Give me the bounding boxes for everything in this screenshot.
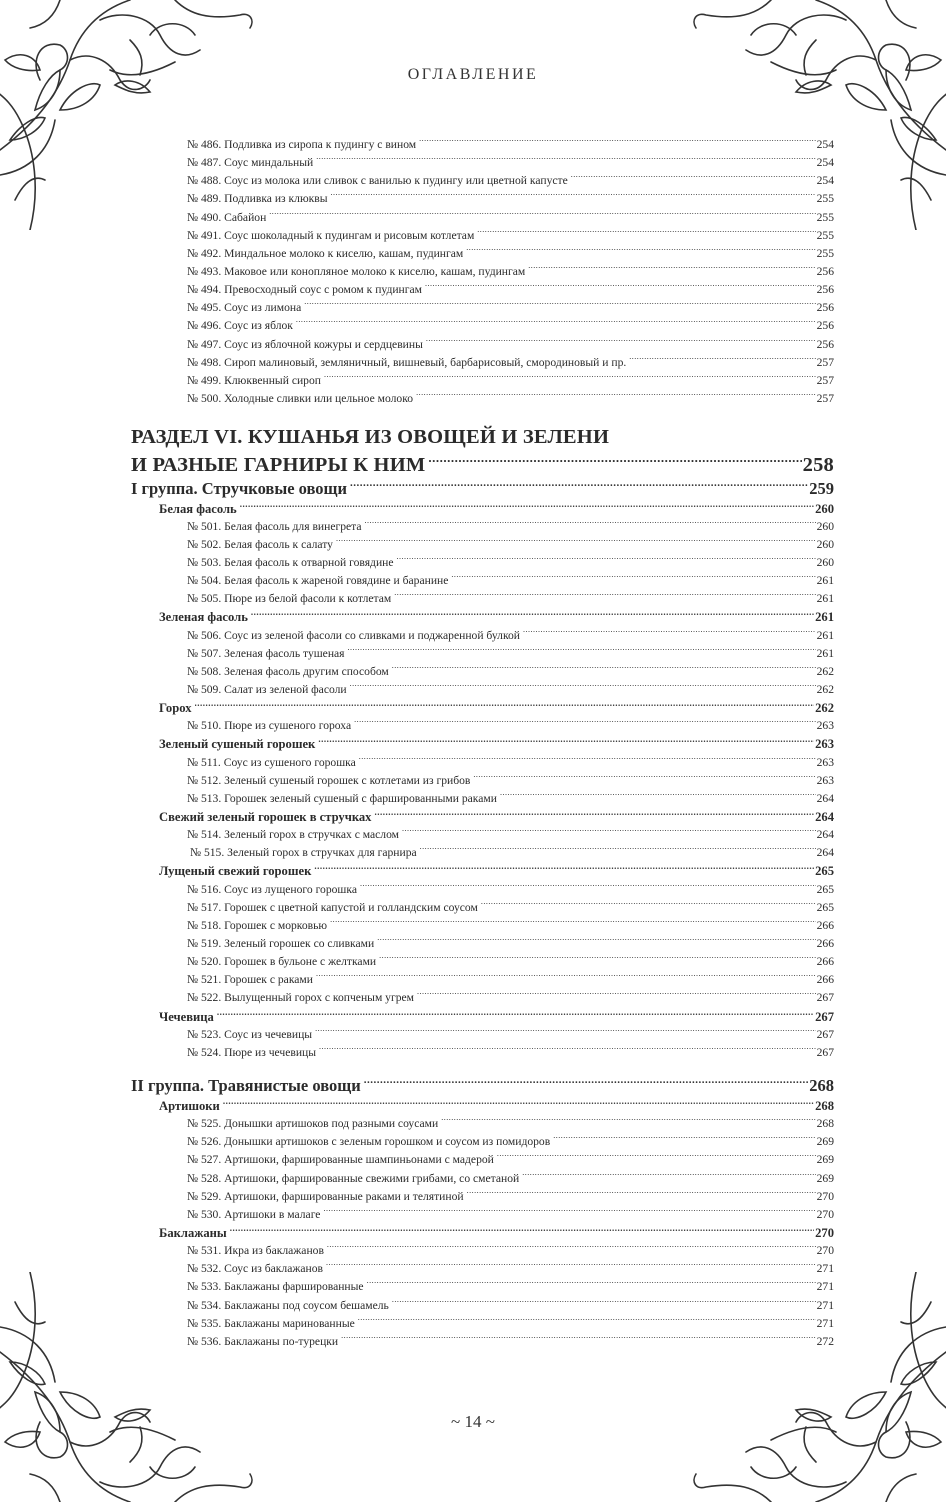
toc-recipe-entry[interactable] — [187, 1297, 834, 1315]
toc-recipe-entry-page: 257 — [816, 373, 834, 387]
toc-recipe-entry[interactable] — [187, 518, 834, 536]
toc-recipe-entry[interactable] — [187, 754, 834, 772]
toc-subsection-entry[interactable] — [159, 1097, 834, 1115]
toc-recipe-entry-page: 255 — [816, 246, 834, 260]
toc-subsection-entry-title: Зеленый сушеный горошек — [159, 737, 316, 752]
section-heading-line2: И РАЗНЫЕ ГАРНИРЫ К НИМ — [131, 453, 426, 476]
toc-recipe-entry-page: 266 — [816, 955, 834, 969]
toc-recipe-entry-title: № 497. Соус из яблочной кожуры и сердцевины — [187, 337, 423, 351]
toc-recipe-entry-page: 263 — [816, 773, 834, 787]
dot-leader — [379, 954, 816, 966]
toc-group-entry[interactable] — [131, 478, 834, 500]
toc-subsection-entry-title: Баклажаны — [159, 1225, 227, 1240]
toc-recipe-entry-title: № 525. Донышки артишоков под разными соусами — [187, 1117, 439, 1131]
toc-recipe-entry[interactable] — [187, 572, 834, 590]
dot-leader — [364, 1075, 809, 1092]
toc-recipe-entry-title: № 531. Икра из баклажанов — [187, 1244, 324, 1258]
dot-leader — [341, 1333, 815, 1345]
toc-recipe-entry-page: 271 — [816, 1316, 834, 1330]
toc-subsection-entry-page: 261 — [815, 610, 834, 625]
toc-subsection-entry-page: 265 — [815, 864, 834, 879]
toc-recipe-entry-title: № 501. Белая фасоль для винегрета — [187, 519, 362, 533]
toc-recipe-entry-title: № 522. Вылущенный горох с копченым угрем — [187, 991, 415, 1005]
dot-leader — [327, 1243, 816, 1255]
toc-subsection-entry-page: 270 — [815, 1225, 834, 1240]
toc-recipe-entry-title: № 499. Клюквенный сироп — [187, 373, 321, 387]
toc-recipe-entry[interactable] — [187, 989, 834, 1007]
toc-recipe-entry[interactable] — [187, 190, 834, 208]
dot-leader — [553, 1134, 815, 1146]
toc-recipe-entry-page: 261 — [816, 592, 834, 606]
toc-recipe-entry-title: № 516. Соус из лущеного горошка — [187, 882, 357, 896]
toc-recipe-entry-page: 261 — [816, 574, 834, 588]
toc-recipe-entry[interactable] — [187, 1260, 834, 1278]
toc-recipe-entry-page: 254 — [816, 138, 834, 151]
dot-leader — [354, 718, 816, 730]
toc-recipe-entry-page: 267 — [816, 1027, 834, 1041]
toc-recipe-entry[interactable] — [187, 336, 834, 354]
toc-recipe-entry[interactable] — [187, 227, 834, 245]
toc-recipe-entry[interactable] — [187, 1315, 834, 1333]
toc-recipe-entry-title: № 500. Холодные сливки или цельное молоко — [187, 391, 414, 405]
toc-recipe-entry-page: 271 — [816, 1280, 834, 1294]
dot-leader — [377, 935, 815, 947]
toc-recipe-entry[interactable] — [187, 1188, 834, 1206]
toc-subsection-entry-title: Свежий зеленый горошек в стручках — [159, 810, 372, 824]
toc-recipe-entry-title: № 526. Донышки артишоков с зеленым горошком и соусом из помидоров — [187, 1135, 551, 1149]
toc-recipe-entry[interactable] — [187, 1333, 834, 1351]
toc-recipe-entry[interactable] — [187, 1206, 834, 1224]
toc-recipe-entry-title: № 507. Зеленая фасоль тушеная — [187, 646, 345, 660]
toc-group-entry-title: II группа. Травянистые овощи — [131, 1076, 361, 1096]
dot-leader — [350, 681, 816, 693]
dot-leader — [523, 627, 816, 639]
toc-recipe-entry-page: 269 — [816, 1153, 834, 1167]
dot-leader — [269, 209, 815, 221]
dot-leader — [426, 336, 816, 348]
toc-subsection-entry-title: Горох — [159, 701, 192, 716]
toc-recipe-entry-title: № 504. Белая фасоль к жареной говядине и баранине — [187, 574, 449, 588]
toc-recipe-entry[interactable] — [187, 681, 834, 699]
section-page: 258 — [802, 453, 834, 476]
toc-recipe-entry-title: № 506. Соус из зеленой фасоли со сливками и поджаренной булкой — [187, 628, 521, 642]
toc-subsection-entry-title: Белая фасоль — [159, 501, 237, 516]
dot-leader — [402, 827, 816, 839]
dot-leader — [365, 518, 816, 530]
toc-recipe-entry-page: 264 — [816, 846, 834, 860]
toc-recipe-entry-title: № 515. Зеленый горох в стручках для гарнира — [190, 846, 417, 860]
dot-leader — [240, 500, 814, 513]
toc-recipe-entry[interactable] — [187, 917, 834, 935]
dot-leader — [324, 372, 816, 384]
toc-recipe-entry-title: № 527. Артишоки, фаршированные шампиньонами с мадерой — [187, 1153, 494, 1167]
toc-recipe-entry-title: № 523. Соус из чечевицы — [187, 1027, 313, 1041]
toc-group-entry[interactable] — [131, 1075, 834, 1097]
toc-recipe-entry-title: № 495. Соус из лимона — [187, 301, 302, 315]
dot-leader — [296, 318, 816, 330]
toc-recipe-entry-title: № 487. Соус миндальный — [187, 156, 314, 170]
toc-recipe-entry-title: № 513. Горошек зеленый сушеный с фаршированными раками — [187, 791, 497, 805]
toc-recipe-entry[interactable] — [187, 935, 834, 953]
dot-leader — [466, 245, 815, 257]
toc-recipe-entry[interactable] — [187, 281, 834, 299]
toc-groups — [131, 478, 834, 1351]
toc-recipe-entry-title: № 528. Артишоки, фаршированные свежими грибами, со сметаной — [187, 1171, 520, 1185]
dot-leader — [360, 881, 816, 893]
toc-recipe-entry[interactable] — [187, 245, 834, 263]
toc-recipe-entry-title: № 518. Горошек с морковью — [187, 918, 328, 932]
toc-recipe-entry-title: № 486. Подливка из сиропа к пудингу с вином — [187, 138, 417, 151]
dot-leader — [195, 700, 815, 713]
dot-leader — [392, 663, 816, 675]
toc-recipe-entry-title: № 519. Зеленый горошек со сливками — [187, 936, 375, 950]
toc-recipe-entry[interactable] — [187, 1133, 834, 1151]
dot-leader — [348, 645, 816, 657]
dot-leader — [528, 263, 815, 275]
toc-recipe-entry-page: 265 — [816, 882, 834, 896]
toc-recipe-entry-title: № 511. Соус из сушеного горошка — [187, 755, 356, 769]
dot-leader — [315, 1026, 816, 1038]
toc-recipe-entry[interactable] — [187, 1151, 834, 1169]
running-head: ОГЛАВЛЕНИЕ — [407, 66, 539, 83]
section-heading[interactable] — [131, 424, 834, 478]
dot-leader — [326, 1261, 816, 1273]
toc-recipe-entry-title: № 492. Миндальное молоко к киселю, кашам, пудингам — [187, 246, 464, 260]
dot-leader — [522, 1170, 815, 1182]
dot-leader — [359, 754, 816, 766]
toc-recipe-entry-page: 254 — [816, 174, 834, 188]
dot-leader — [314, 863, 814, 876]
toc-subsection-entry[interactable] — [159, 735, 834, 753]
toc-subsection-entry-page: 262 — [815, 701, 834, 716]
toc-recipe-entry-title: № 494. Превосходный соус с ромом к пудингам — [187, 283, 423, 297]
toc-recipe-entry-page: 272 — [816, 1334, 834, 1348]
toc-recipe-entry-page: 255 — [816, 228, 834, 242]
toc-recipe-entry-title: № 503. Белая фасоль к отварной говядине — [187, 556, 394, 570]
dot-leader — [441, 1116, 815, 1128]
toc-recipe-entry-title: № 510. Пюре из сушеного гороха — [187, 719, 352, 733]
dot-leader — [319, 1044, 816, 1056]
toc-recipe-entry[interactable] — [190, 844, 834, 862]
toc-group-entry-title: I группа. Стручковые овощи — [131, 479, 347, 499]
toc-recipe-entry-page: 254 — [816, 156, 834, 170]
toc-recipe-entry[interactable] — [187, 881, 834, 899]
toc-recipe-entry[interactable] — [187, 590, 834, 608]
dot-leader — [397, 554, 816, 566]
toc-subsection-entry[interactable] — [159, 1224, 834, 1242]
toc-group-entry-page: 268 — [809, 1076, 834, 1096]
toc-recipe-entry-title: № 524. Пюре из чечевицы — [187, 1045, 317, 1059]
dot-leader — [331, 191, 816, 203]
toc-recipe-entry[interactable] — [187, 1115, 834, 1133]
dot-leader — [316, 155, 815, 167]
toc-subsection-entry-page: 263 — [815, 737, 834, 752]
toc-recipe-entry[interactable] — [187, 971, 834, 989]
toc-recipe-entry-title: № 505. Пюре из белой фасоли к котлетам — [187, 592, 392, 606]
toc-recipe-entry-page: 266 — [816, 936, 834, 950]
toc-recipe-entry-page: 261 — [816, 646, 834, 660]
toc-recipe-entry-page: 267 — [816, 991, 834, 1005]
toc-recipe-entry[interactable] — [187, 554, 834, 572]
toc-recipe-entry-title: № 488. Соус из молока или сливок с ванилью к пудингу или цветной капусте — [187, 174, 568, 188]
dot-leader — [451, 573, 815, 585]
toc-recipe-entry-page: 262 — [816, 664, 834, 678]
dot-leader — [419, 136, 815, 148]
toc-recipe-entry-title: № 502. Белая фасоль к салату — [187, 537, 333, 551]
toc-recipe-entry[interactable] — [187, 536, 834, 554]
toc-recipe-entry-title: № 496. Соус из яблок — [187, 319, 293, 333]
toc-subsection-entry-page: 268 — [815, 1098, 834, 1113]
dot-leader — [477, 227, 815, 239]
toc-group-entry-page: 259 — [809, 479, 834, 499]
toc-subsection-entry-page: 260 — [815, 501, 834, 516]
toc-recipe-entry-page: 257 — [816, 391, 834, 405]
toc-recipe-entry-page: 260 — [816, 537, 834, 551]
toc-recipe-entry-page: 262 — [816, 683, 834, 697]
toc-recipe-entry-page: 263 — [816, 719, 834, 733]
toc-recipe-entry-title: № 529. Артишоки, фаршированные раками и телятиной — [187, 1189, 464, 1203]
toc-recipe-entry-page: 268 — [816, 1117, 834, 1131]
dot-leader — [500, 790, 816, 802]
toc-recipe-entry-title: № 530. Артишоки в малаге — [187, 1207, 321, 1221]
page-number: ~ 14 ~ — [451, 1412, 495, 1431]
toc-recipe-entry-title: № 536. Баклажаны по-турецки — [187, 1334, 339, 1348]
toc-recipe-entry-page: 270 — [816, 1207, 834, 1221]
toc-recipe-entry-page: 255 — [816, 210, 834, 224]
dot-leader — [425, 282, 816, 294]
toc-recipe-entry-page: 260 — [816, 519, 834, 533]
toc-recipe-entry[interactable] — [187, 790, 834, 808]
toc-subsection-entry[interactable] — [159, 1008, 834, 1026]
toc-recipe-entry[interactable] — [187, 1278, 834, 1296]
toc-recipe-entry[interactable] — [187, 953, 834, 971]
dot-leader — [251, 609, 814, 622]
toc-recipe-entry[interactable] — [187, 1170, 834, 1188]
toc-recipe-entry-page: 267 — [816, 1045, 834, 1059]
dot-leader — [392, 1297, 816, 1309]
toc-subsection-entry-page: 264 — [815, 810, 834, 824]
toc-subsection-entry[interactable] — [159, 608, 834, 626]
toc-recipe-entry[interactable] — [187, 299, 834, 317]
toc-prev-entries — [131, 136, 834, 408]
toc-recipe-entry-title: № 534. Баклажаны под соусом бешамель — [187, 1298, 389, 1312]
dot-leader — [420, 845, 816, 857]
section-heading-line1: РАЗДЕЛ VI. КУШАНЬЯ ИЗ ОВОЩЕЙ И ЗЕЛЕНИ — [131, 426, 610, 449]
toc-recipe-entry[interactable] — [187, 154, 834, 172]
dot-leader — [571, 173, 816, 185]
toc-recipe-entry-title: № 512. Зеленый сушеный горошек с котлетами из грибов — [187, 773, 471, 787]
toc-recipe-entry[interactable] — [187, 899, 834, 917]
toc-recipe-entry-page: 264 — [816, 791, 834, 805]
toc-recipe-entry-page: 270 — [816, 1244, 834, 1258]
toc-recipe-entry-title: № 508. Зеленая фасоль другим способом — [187, 664, 389, 678]
dot-leader — [467, 1188, 816, 1200]
toc-recipe-entry-page: 269 — [816, 1135, 834, 1149]
toc-recipe-entry-page: 271 — [816, 1262, 834, 1276]
toc-subsection-entry-title: Лущеный свежий горошек — [159, 864, 312, 879]
toc-recipe-entry-title: № 532. Соус из баклажанов — [187, 1262, 323, 1276]
toc-recipe-entry-page: 266 — [816, 918, 834, 932]
dot-leader — [417, 990, 816, 1002]
toc-recipe-entry-title: № 533. Баклажаны фаршированные — [187, 1280, 364, 1294]
toc-recipe-entry[interactable] — [187, 1242, 834, 1260]
toc-recipe-entry-title: № 498. Сироп малиновый, земляничный, вишневый, барбарисовый, смородиновый и пр. — [187, 355, 627, 369]
toc-recipe-entry-page: 256 — [816, 283, 834, 297]
toc-recipe-entry-title: № 535. Баклажаны маринованные — [187, 1316, 355, 1330]
toc-recipe-entry-page: 255 — [816, 192, 834, 206]
toc-recipe-entry[interactable] — [187, 136, 834, 154]
toc-subsection-entry-title: Артишоки — [159, 1098, 220, 1113]
toc-subsection-entry-title: Зеленая фасоль — [159, 610, 248, 625]
toc-recipe-entry[interactable] — [187, 772, 834, 790]
toc-recipe-entry-page: 260 — [816, 556, 834, 570]
toc-subsection-entry[interactable] — [159, 862, 834, 880]
toc-recipe-entry-page: 265 — [816, 900, 834, 914]
dot-leader — [323, 1206, 815, 1218]
dot-leader — [629, 354, 815, 366]
dot-leader — [223, 1097, 814, 1110]
toc-subsection-entry-page: 267 — [815, 1009, 834, 1024]
toc-recipe-entry-page: 256 — [816, 337, 834, 351]
toc-recipe-entry-title: № 490. Сабайон — [187, 210, 267, 224]
toc-recipe-entry-title: № 517. Горошек с цветной капустой и голландским соусом — [187, 900, 478, 914]
dot-leader — [330, 917, 816, 929]
toc-recipe-entry-page: 264 — [816, 828, 834, 842]
toc-subsection-entry-title: Чечевица — [159, 1009, 214, 1024]
toc-recipe-entry-page: 257 — [816, 355, 834, 369]
dot-leader — [367, 1279, 816, 1291]
toc-recipe-entry-title: № 509. Салат из зеленой фасоли — [187, 683, 347, 697]
dot-leader — [374, 808, 814, 821]
dot-leader — [217, 1008, 814, 1021]
dot-leader — [481, 899, 816, 911]
dot-leader — [230, 1224, 814, 1237]
dot-leader — [473, 772, 815, 784]
toc-recipe-entry-title: № 491. Соус шоколадный к пудингам и рисовым котлетам — [187, 228, 475, 242]
toc-recipe-entry[interactable] — [187, 317, 834, 335]
toc-recipe-entry-page: 266 — [816, 973, 834, 987]
toc-recipe-entry-title: № 493. Маковое или конопляное молоко к киселю, кашам, пудингам — [187, 264, 526, 278]
table-of-contents — [131, 136, 834, 1351]
toc-recipe-entry-page: 263 — [816, 755, 834, 769]
toc-recipe-entry-page: 256 — [816, 301, 834, 315]
dot-leader — [358, 1315, 816, 1327]
toc-recipe-entry[interactable] — [187, 826, 834, 844]
toc-recipe-entry[interactable] — [187, 354, 834, 372]
toc-recipe-entry[interactable] — [187, 663, 834, 681]
toc-recipe-entry[interactable] — [187, 717, 834, 735]
toc-recipe-entry[interactable] — [187, 645, 834, 663]
toc-subsection-entry[interactable] — [159, 699, 834, 717]
toc-recipe-entry-title: № 489. Подливка из клюквы — [187, 192, 328, 206]
dot-leader — [304, 300, 815, 312]
toc-recipe-entry-title: № 520. Горошек в бульоне с желтками — [187, 955, 377, 969]
toc-recipe-entry[interactable] — [187, 263, 834, 281]
toc-recipe-entry-page: 271 — [816, 1298, 834, 1312]
toc-recipe-entry[interactable] — [187, 390, 834, 408]
dot-leader — [350, 478, 808, 495]
toc-recipe-entry[interactable] — [187, 1026, 834, 1044]
dot-leader — [394, 591, 815, 603]
dot-leader — [497, 1152, 816, 1164]
toc-subsection-entry[interactable] — [159, 808, 834, 826]
toc-recipe-entry-title: № 521. Горошек с раками — [187, 973, 313, 987]
toc-recipe-entry[interactable] — [187, 627, 834, 645]
toc-recipe-entry-title: № 514. Зеленый горох в стручках с маслом — [187, 828, 399, 842]
toc-recipe-entry[interactable] — [187, 209, 834, 227]
toc-recipe-entry[interactable] — [187, 1044, 834, 1062]
dot-leader — [416, 390, 816, 402]
toc-recipe-entry[interactable] — [187, 172, 834, 190]
toc-recipe-entry-page: 261 — [816, 628, 834, 642]
toc-recipe-entry-page: 270 — [816, 1189, 834, 1203]
toc-subsection-entry[interactable] — [159, 500, 834, 518]
dot-leader — [336, 536, 816, 548]
dot-leader — [428, 450, 801, 471]
toc-recipe-entry-page: 269 — [816, 1171, 834, 1185]
toc-recipe-entry-page: 256 — [816, 319, 834, 333]
dot-leader — [318, 736, 814, 749]
dot-leader — [316, 972, 816, 984]
toc-recipe-entry-page: 256 — [816, 264, 834, 278]
toc-recipe-entry[interactable] — [187, 372, 834, 390]
